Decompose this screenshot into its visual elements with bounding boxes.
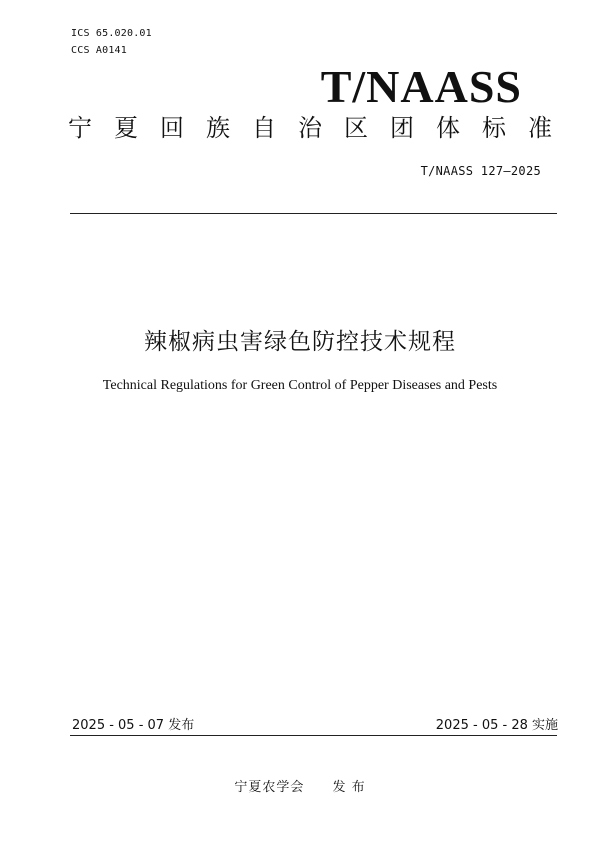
standard-number: T/NAASS 127—2025 bbox=[420, 164, 541, 178]
standard-type-char: 族 bbox=[206, 114, 230, 142]
document-title-chinese: 辣椒病虫害绿色防控技术规程 bbox=[144, 329, 456, 355]
standard-brand-mark: T/NAASS bbox=[320, 61, 522, 112]
standard-type-char: 回 bbox=[160, 114, 184, 142]
standard-type-char: 治 bbox=[298, 114, 322, 142]
ccs-code: CCS A0141 bbox=[71, 45, 127, 56]
standard-type-char: 区 bbox=[344, 114, 368, 142]
standard-type-char: 标 bbox=[482, 114, 506, 142]
issue-date: 2025 - 05 - 07 发布 bbox=[72, 718, 195, 733]
publisher-name: 宁夏农学会 bbox=[234, 780, 305, 795]
standard-type-char: 团 bbox=[390, 114, 414, 142]
standard-type-char: 准 bbox=[528, 114, 552, 142]
publisher-action: 发 布 bbox=[332, 780, 366, 795]
standard-type-char: 夏 bbox=[114, 114, 138, 142]
header-divider bbox=[70, 213, 557, 214]
standard-type-char: 自 bbox=[252, 114, 276, 142]
publisher-line bbox=[0, 776, 600, 795]
implementation-date: 2025 - 05 - 28 实施 bbox=[435, 718, 558, 733]
standard-type-char: 体 bbox=[436, 114, 460, 142]
standard-type-char: 宁 bbox=[68, 114, 92, 142]
footer-divider bbox=[70, 735, 557, 736]
ics-code: ICS 65.020.01 bbox=[71, 28, 152, 39]
standard-type-heading bbox=[68, 112, 552, 144]
document-title-english: Technical Regulations for Green Control of Pepper Diseases and Pests bbox=[102, 378, 498, 393]
